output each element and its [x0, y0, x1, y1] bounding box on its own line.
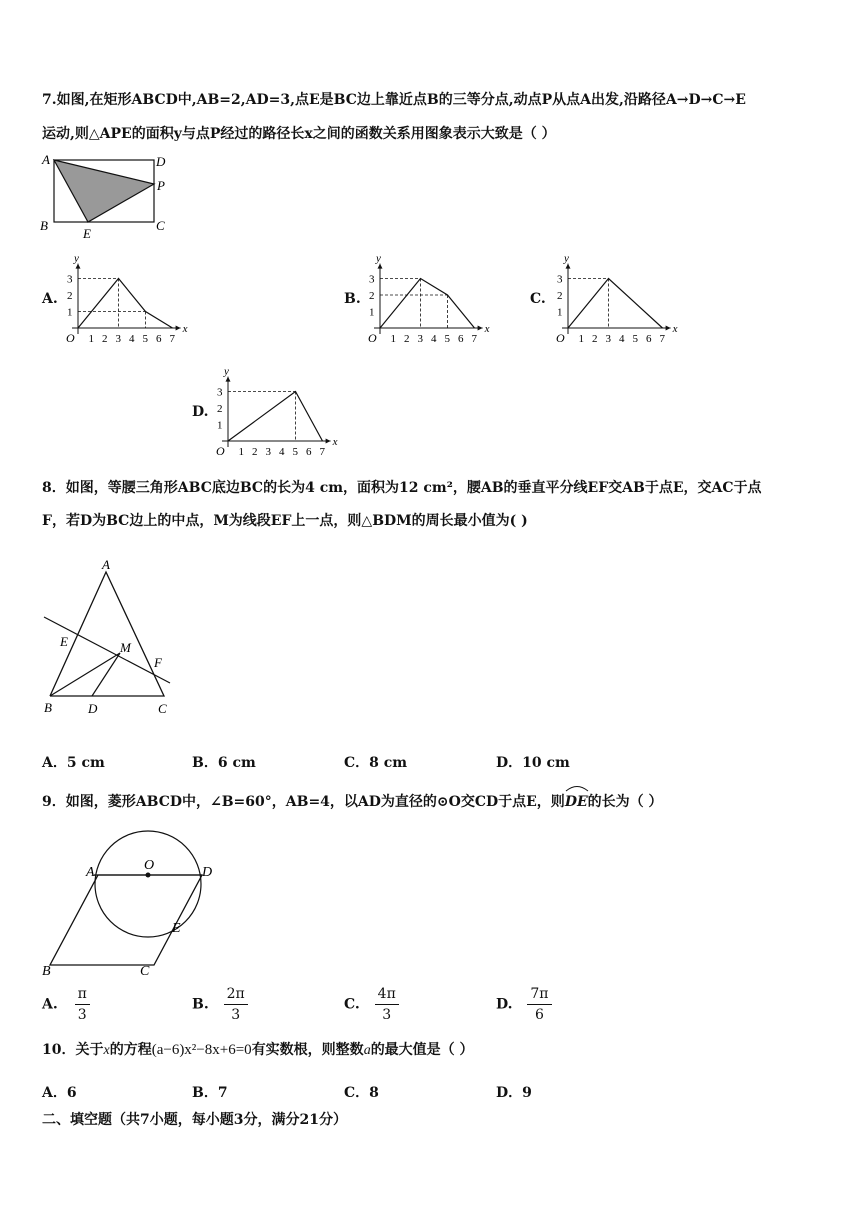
q8-text-line2: F，若D为BC边上的中点，M为线段EF上一点，则△BDM的周长最小值为( ) [42, 513, 528, 529]
x-tick-label: 5 [632, 333, 638, 345]
x-tick-label: 1 [238, 446, 244, 458]
x-tick-label: 6 [306, 446, 312, 458]
q7-graph-d [212, 365, 352, 461]
origin-label: O [216, 444, 225, 458]
label-a: A [102, 557, 110, 572]
function-line [380, 279, 475, 329]
origin-label: O [556, 331, 565, 345]
function-line [78, 279, 173, 329]
x-tick-label: 3 [605, 333, 611, 345]
origin-label: O [66, 331, 75, 345]
x-axis-arrow [666, 326, 671, 331]
label-m: M [120, 640, 131, 655]
label-c: C [140, 964, 150, 979]
x-axis-label: x [332, 436, 338, 448]
y-axis-label: y [224, 365, 229, 378]
x-tick-label: 2 [404, 333, 410, 345]
label-c: C [156, 218, 165, 233]
x-axis-arrow [478, 326, 483, 331]
q10-option-b[interactable]: B．7 [192, 1085, 228, 1101]
label-o: O [144, 858, 155, 873]
label-b: B [42, 964, 51, 979]
origin-label: O [368, 331, 377, 345]
y-tick-label: 3 [217, 386, 223, 399]
q7-option-a-label[interactable]: A. [42, 291, 58, 307]
q7-option-c-label[interactable]: C. [530, 291, 546, 307]
x-axis-label: x [672, 323, 678, 335]
y-tick-label: 3 [369, 273, 375, 286]
x-axis-label: x [484, 323, 490, 335]
y-axis-label: y [376, 252, 381, 265]
q10-option-d[interactable]: D．9 [496, 1085, 532, 1101]
function-line [228, 392, 323, 442]
q9-text-pre: 9．如图，菱形ABCD中，∠B=60°，AB=4，以AD为直径的⊙O交CD于点E，则 [42, 794, 565, 810]
q7-graph-b [364, 252, 504, 348]
x-tick-label: 6 [458, 333, 464, 345]
label-d: D [202, 865, 213, 880]
y-tick-label: 1 [369, 306, 375, 319]
y-axis-label: y [564, 252, 569, 265]
q9-text-post: 的长为（ ） [587, 794, 663, 810]
x-tick-label: 2 [592, 333, 598, 345]
x-tick-label: 4 [431, 333, 437, 345]
q9-option-a[interactable]: A. $\frac{\pi}{3}$ [42, 986, 90, 1023]
q8-option-c[interactable]: C．8 cm [344, 755, 408, 771]
x-tick-label: 7 [471, 333, 477, 345]
q10-option-c[interactable]: C．8 [344, 1085, 379, 1101]
x-tick-label: 3 [115, 333, 121, 345]
q8-text-line1: 8．如图，等腰三角形ABC底边BC的长为4 cm，面积为12 cm²，腰AB的垂直平分线EF交AB于点E，交AC于点 [42, 480, 762, 496]
x-tick-label: 5 [444, 333, 450, 345]
y-tick-label: 2 [369, 290, 375, 302]
label-c: C [158, 701, 167, 716]
label-e: E [172, 921, 181, 936]
q7-rectangle-figure [36, 150, 186, 242]
equation: (a−6)x²−8x+6=0 [151, 1042, 252, 1058]
y-tick-label: 1 [217, 419, 223, 432]
x-tick-label: 6 [156, 333, 162, 345]
q8-option-b[interactable]: B．6 cm [192, 755, 256, 771]
label-p: P [157, 178, 165, 193]
y-tick-label: 2 [67, 290, 73, 302]
x-tick-label: 4 [129, 333, 135, 345]
label-b: B [40, 218, 48, 233]
q8-triangle-figure [36, 555, 186, 720]
q9-text [42, 790, 663, 812]
x-tick-label: 5 [292, 446, 298, 458]
x-tick-label: 1 [390, 333, 396, 345]
label-a: A [86, 865, 95, 880]
q10-option-a[interactable]: A．6 [42, 1085, 77, 1101]
y-tick-label: 2 [557, 290, 563, 302]
x-tick-label: 3 [265, 446, 271, 458]
triangle-ape [54, 160, 154, 222]
x-tick-label: 3 [417, 333, 423, 345]
q8-option-d[interactable]: D．10 cm [496, 755, 570, 771]
y-tick-label: 3 [557, 273, 563, 286]
q7-text-line2: 运动,则△APE的面积y与点P经过的路径长x之间的函数关系用图象表示大致是（ ） [42, 126, 556, 142]
label-e: E [83, 226, 91, 241]
label-f: F [154, 655, 162, 670]
x-tick-label: 5 [142, 333, 148, 345]
x-axis-label: x [182, 323, 188, 335]
q9-option-d[interactable]: D. $\frac{7\pi}{6}$ [496, 986, 552, 1023]
x-tick-label: 7 [659, 333, 665, 345]
x-tick-label: 6 [646, 333, 652, 345]
section-2-heading: 二、填空题（共7小题，每小题3分，满分21分） [42, 1112, 347, 1128]
label-d: D [156, 154, 166, 169]
x-tick-label: 1 [88, 333, 94, 345]
x-tick-label: 7 [169, 333, 175, 345]
q10-text: 10．关于x的方程(a−6)x²−8x+6=0有实数根，则整数a的最大值是（ ） [42, 1042, 474, 1058]
x-tick-label: 1 [578, 333, 584, 345]
label-b: B [44, 700, 52, 715]
y-tick-label: 3 [67, 273, 73, 286]
y-tick-label: 1 [557, 306, 563, 319]
x-tick-label: 4 [619, 333, 625, 345]
x-tick-label: 2 [252, 446, 258, 458]
q7-option-d-label[interactable]: D. [192, 404, 209, 420]
y-tick-label: 1 [67, 306, 73, 319]
y-axis-label: y [74, 252, 79, 265]
circle-o [95, 831, 201, 937]
q7-graph-a [62, 252, 202, 348]
arc-de: DE [565, 790, 588, 812]
q7-option-b-label[interactable]: B. [344, 291, 361, 307]
q8-option-a[interactable]: A．5 cm [42, 755, 105, 771]
var-x: x [103, 1043, 110, 1058]
label-a: A [42, 152, 50, 167]
q7-text-line1: 7.如图,在矩形ABCD中,AB=2,AD=3,点E是BC边上靠近点B的三等分点,动点P从点A出发,沿路径A→D→C→E [42, 92, 746, 108]
x-tick-label: 4 [279, 446, 285, 458]
q9-rhombus-figure [36, 820, 236, 980]
y-tick-label: 2 [217, 403, 223, 415]
x-axis-arrow [176, 326, 181, 331]
label-d: D [88, 701, 98, 716]
q9-option-b[interactable]: B. $\frac{2\pi}{3}$ [192, 986, 248, 1023]
x-tick-label: 2 [102, 333, 108, 345]
label-e: E [60, 634, 68, 649]
x-axis-arrow [326, 439, 331, 444]
q7-graph-c [552, 252, 692, 348]
function-line [568, 279, 663, 329]
var-a: a [363, 1043, 371, 1058]
x-tick-label: 7 [319, 446, 325, 458]
q9-option-c[interactable]: C. $\frac{4\pi}{3}$ [344, 986, 399, 1023]
